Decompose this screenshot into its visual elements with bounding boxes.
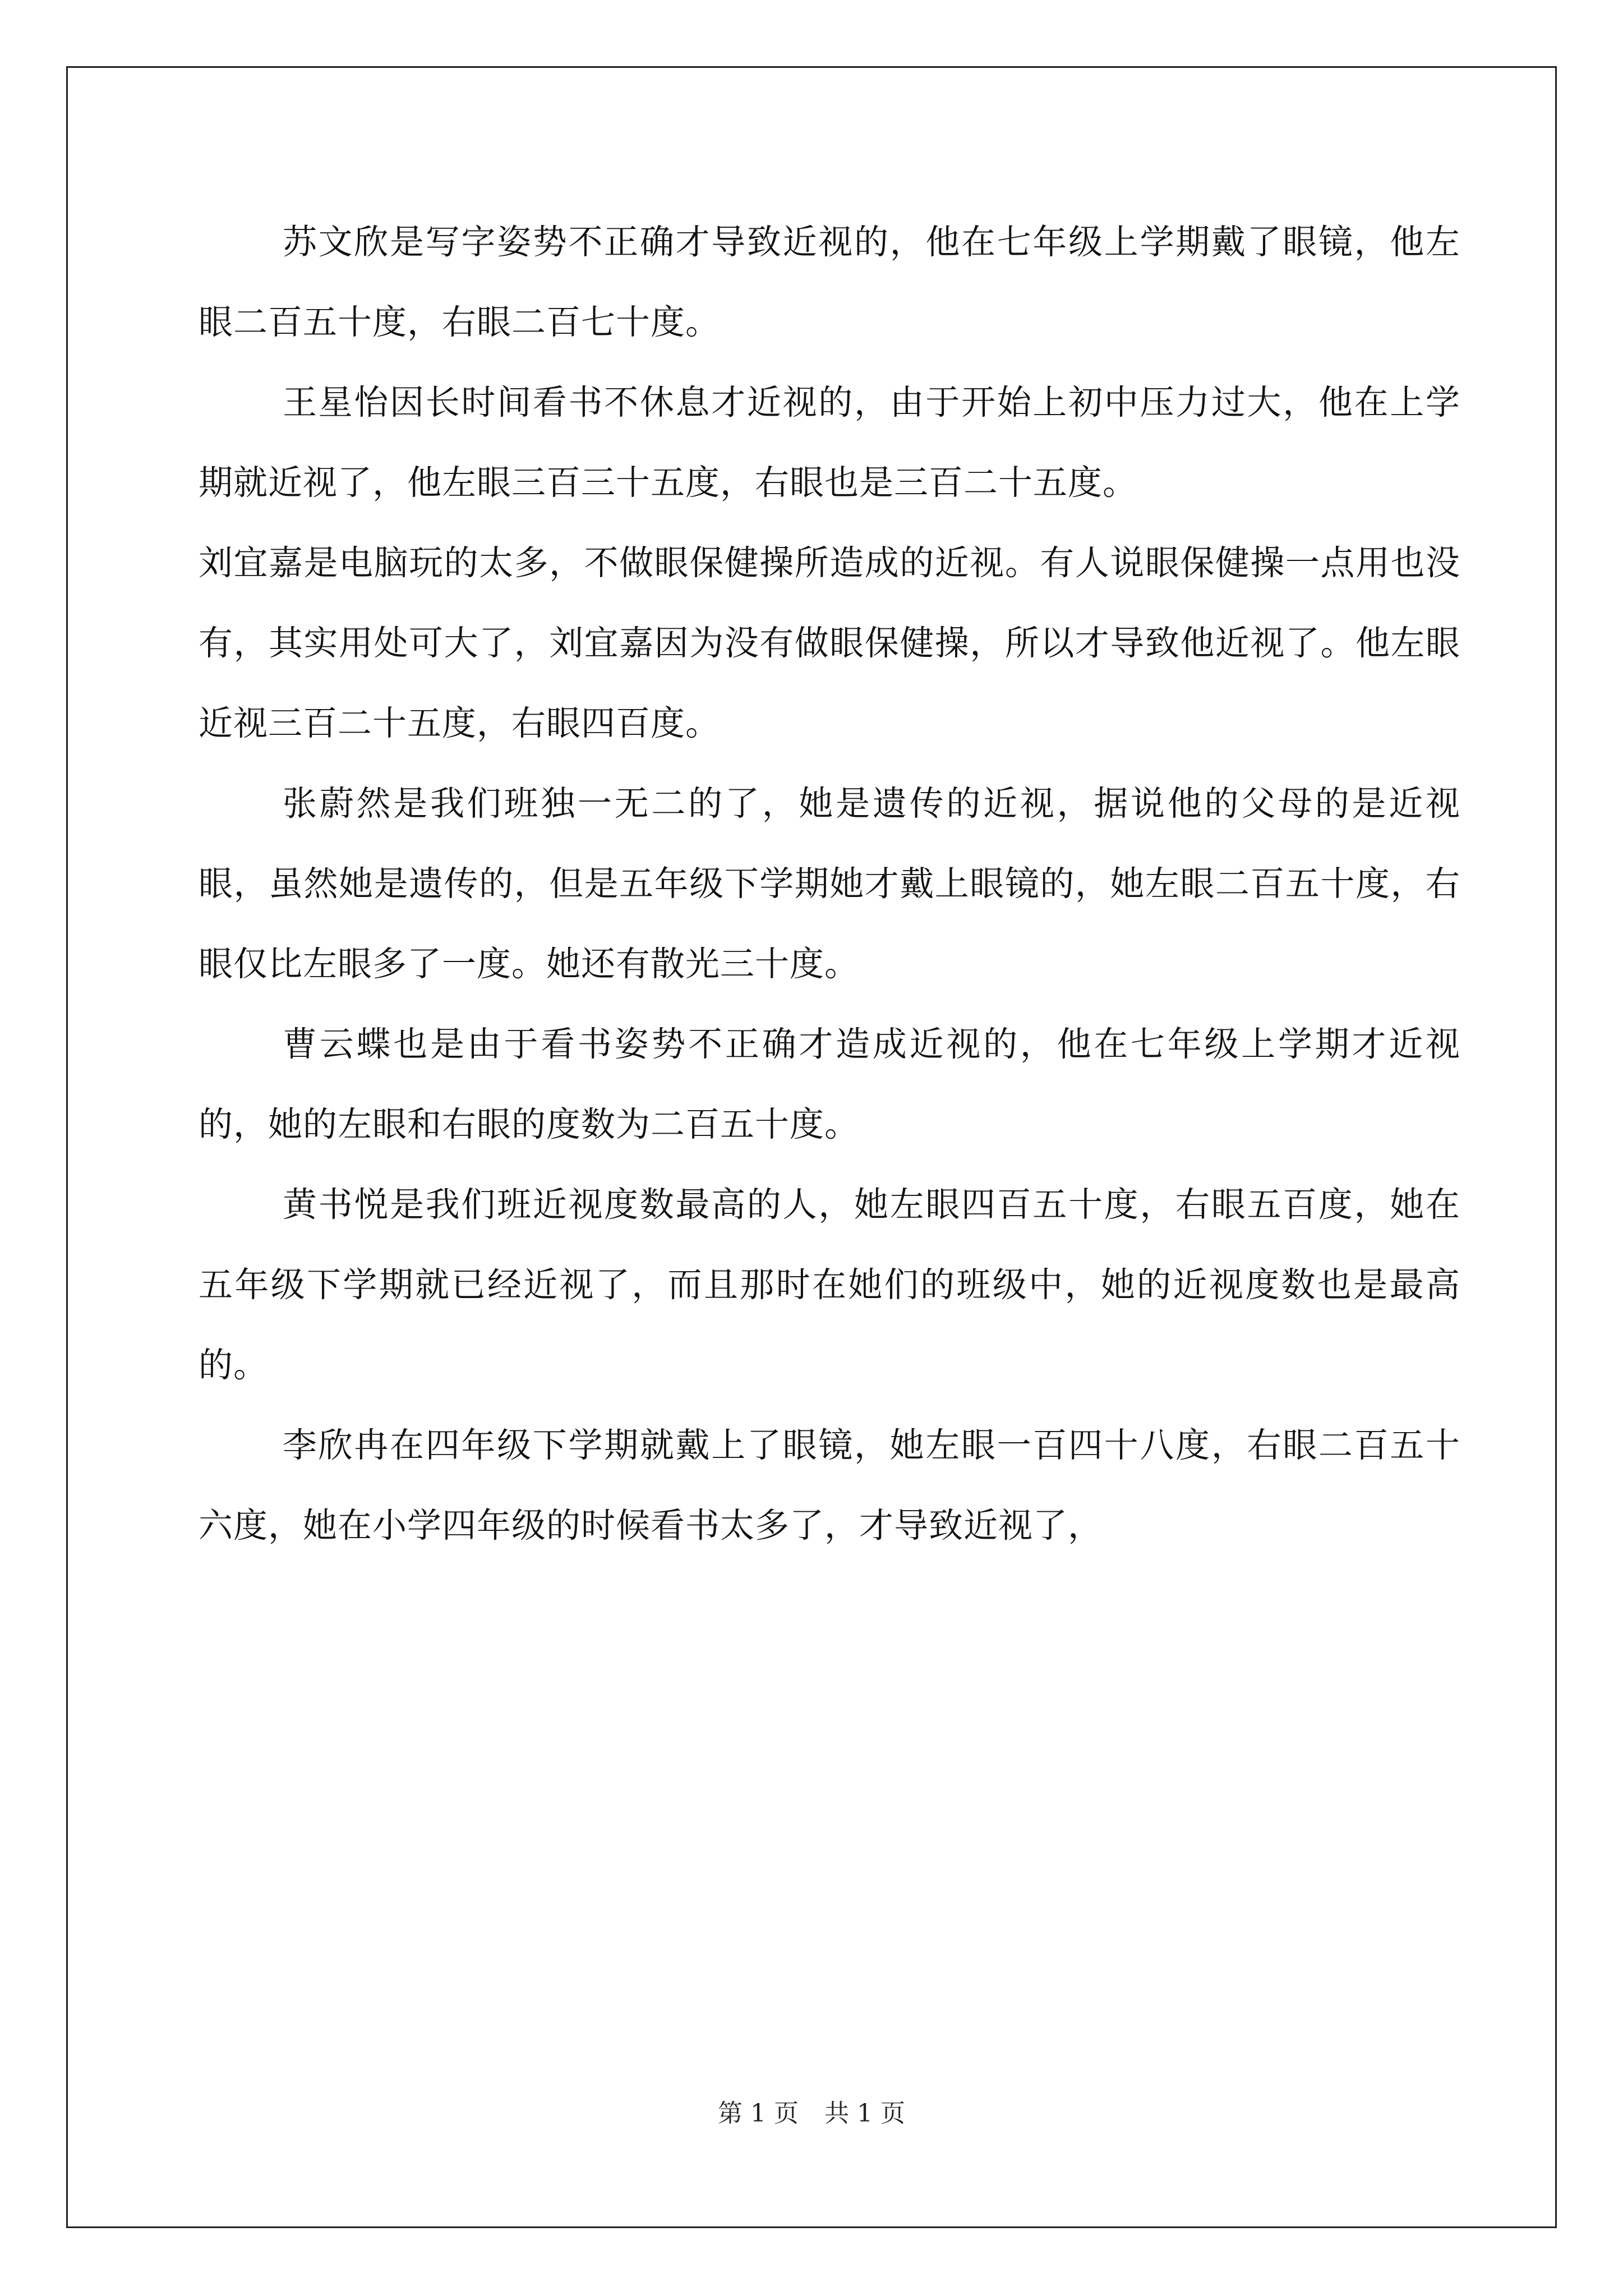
paragraph-cao-yundie: 曹云蝶也是由于看书姿势不正确才造成近视的，他在七年级上学期才近视的，她的左眼和右眼的度数为二百五十度。 (199, 1024, 1460, 1144)
paragraph-li-xinran: 李欣冉在四年级下学期就戴上了眼镜，她左眼一百四十八度，右眼二百五十六度，她在小学四年级的时候看书太多了，才导致近视了， (199, 1425, 1460, 1545)
page-footer (0, 2097, 1623, 2131)
page-number-current: 第 1 页 (718, 2099, 799, 2128)
document-body (199, 202, 1460, 1566)
paragraph-su-wenxin: 苏文欣是写字姿势不正确才导致近视的，他在七年级上学期戴了眼镜，他左眼二百五十度，右眼二百七十度。 (199, 222, 1460, 342)
page-number-total: 共 1 页 (824, 2099, 905, 2128)
paragraph-zhang-weiran: 张蔚然是我们班独一无二的了，她是遗传的近视，据说他的父母的是近视眼，虽然她是遗传的，但是五年级下学期她才戴上眼镜的，她左眼二百五十度，右眼仅比左眼多了一度。她还有散光三十度。 (199, 784, 1460, 984)
paragraph-wang-xingyi: 王星怡因长时间看书不休息才近视的，由于开始上初中压力过大，他在上学期就近视了，他左眼三百三十五度，右眼也是三百二十五度。 (199, 383, 1460, 503)
paragraph-huang-shuyue: 黄书悦是我们班近视度数最高的人，她左眼四百五十度，右眼五百度，她在五年级下学期就已经近视了，而且那时在她们的班级中，她的近视度数也是最高的。 (199, 1185, 1460, 1385)
paragraph-liu-yijia: 刘宜嘉是电脑玩的太多，不做眼保健操所造成的近视。有人说眼保健操一点用也没有，其实用处可大了，刘宜嘉因为没有做眼保健操，所以才导致他近视了。他左眼近视三百二十五度，右眼四百度。 (199, 543, 1460, 743)
